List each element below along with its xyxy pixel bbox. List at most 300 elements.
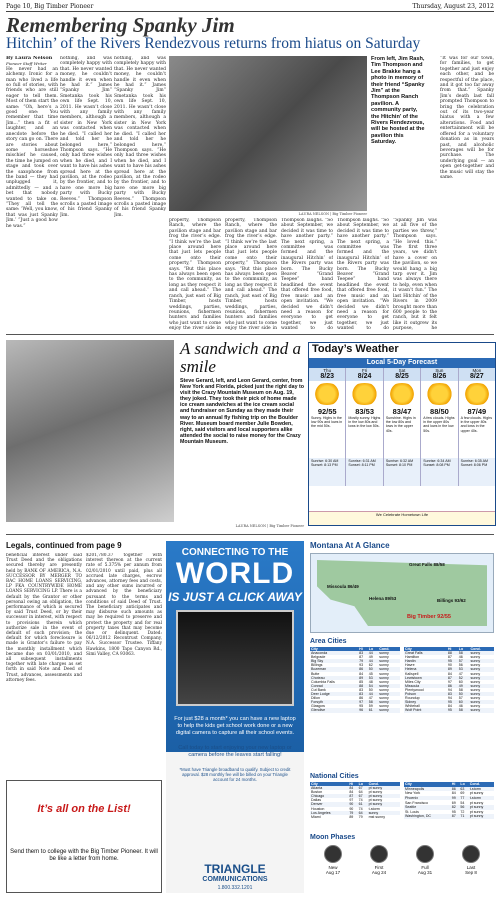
map-city-great-falls: Great Falls 88/58: [409, 562, 445, 567]
table-cell: 44: [368, 651, 378, 655]
table-cell: 53: [458, 667, 470, 671]
ad-cta: Call today to start enjoying your new laptop or camera before the leaves start falling!: [178, 745, 292, 758]
legals-title: Legals, continued from page 9: [6, 541, 122, 550]
map-city-missoula: Missoula 86/49: [327, 584, 359, 589]
sun-icon: [423, 383, 455, 405]
table-cell: 60: [458, 700, 470, 704]
table-cell: 83: [359, 687, 364, 692]
table-cell: 90: [349, 806, 354, 811]
table-cell: 56: [459, 805, 468, 810]
column-header: City: [310, 647, 358, 651]
table-cell: 90: [447, 663, 452, 668]
table-cell: Helena: [404, 667, 447, 671]
table-cell: 99: [451, 796, 460, 801]
table-cell: 58: [458, 687, 463, 692]
column-header: Hi: [447, 647, 458, 651]
moon-phase: Full Aug 31: [402, 845, 448, 875]
story-column-9: [440, 56, 494, 330]
legals-text: beneficial interest under said Trust Deed and the obligations secured thereby are presently held by BANK OF AMERICA, N.A. SUCCESSOR BY MERGER TO BAC HOME LOANS SERVICING, LP FKA COUNTRYWIDE HOME LOANS SERVICING LP. There is a default by the Grantor or other personal owing an obligation, the performance of which is secured by said Trust Deed, or by their successor in interest, with respect to provisions therein which authorize sale in the event of default of such provision; the default for which foreclosure is made is Grantor’s failure to pay the monthly installment which became due on 03/01/2010, and all subsequent installments together with late charges as set forth in said Note and Deed of Trust, advances, assessments and attorney fees.: [6, 553, 82, 683]
table-cell: t-storm: [368, 806, 380, 811]
table-cell: 44: [368, 692, 378, 696]
table-cell: Havre: [405, 663, 415, 668]
table-cell: 47: [458, 671, 463, 676]
table-cell: Dallas: [311, 798, 321, 803]
table-cell: 53: [368, 676, 378, 680]
table-cell: pt sunny: [469, 791, 484, 796]
table-cell: 69: [460, 791, 465, 796]
table-cell: 89: [447, 667, 458, 671]
table-cell: 62: [368, 663, 373, 668]
table-cell: 79: [358, 659, 368, 663]
page-folio: Page 10, Big Timber Pioneer: [6, 3, 94, 10]
table-cell: 63: [459, 787, 468, 792]
table-cell: Glendive: [310, 708, 358, 712]
table-cell: sunny: [379, 687, 389, 692]
table-row: [310, 815, 400, 819]
table-cell: sunny: [379, 655, 389, 660]
table-cell: 64: [358, 811, 368, 815]
table-cell: 58: [458, 708, 470, 712]
forecast-date: Sat 8/25: [384, 368, 420, 381]
table-cell: sunny: [379, 679, 389, 684]
column-header: Lo: [459, 782, 468, 787]
table-cell: sunny: [470, 704, 481, 709]
issue-date: Thursday, August 23, 2012: [412, 3, 494, 10]
table-cell: 72: [460, 809, 465, 814]
table-cell: sunny: [470, 671, 481, 676]
table-cell: Atlanta: [310, 786, 348, 790]
story-text: nothing, and was completely happy with that. He never wanted money, he couldn’t handle it even when he had it.” James “Spanky Jim” Smetanka took his own life Sept. 10, 2011. He wasn’t close with any family members, although a sister in New York was contacted when he died. “I called her and told her he belonged here,” Thompson says. “He only had three wishes when he died, and I want to have his ashes spread here at the pavilion, at the rodeo by the frontier, and to have one more big party with Bucky Reeves.” Thompson scrolls a pasted image of his friend Spanky Jim.: [114, 56, 166, 218]
story-column-1: [6, 56, 58, 328]
story-column-7: [337, 218, 389, 330]
table-cell: pt sunny: [368, 798, 383, 803]
table-cell: 57: [458, 696, 463, 701]
table-cell: t-storm: [469, 787, 494, 792]
table-cell: 54: [368, 684, 378, 688]
table-cell: 86: [359, 696, 364, 701]
sun-icon: [461, 383, 493, 405]
story-headline: Hitchin’ of the Rivers Rendezvous returns from hiatus on Saturday: [6, 35, 421, 52]
table-cell: 61: [358, 802, 368, 806]
table-cell: sunny: [470, 692, 494, 696]
forecast-temps: 83/47: [392, 407, 412, 416]
table-cell: Hamilton: [405, 655, 420, 660]
forecast-days: [309, 368, 495, 486]
table-cell: 90: [348, 802, 357, 806]
table-cell: sunny: [470, 696, 481, 701]
national-cities-title: National Cities: [310, 773, 359, 780]
column-header: Cond.: [368, 782, 400, 786]
table-cell: pt sunny: [469, 800, 484, 805]
table-cell: sunny: [379, 671, 389, 676]
column-header: Lo: [368, 647, 378, 651]
table-cell: sunny: [379, 696, 389, 701]
table-cell: 89: [349, 814, 354, 819]
photo-ice-cream-social: [6, 340, 174, 522]
table-cell: 60: [458, 679, 463, 684]
table-cell: sunny: [378, 667, 400, 671]
table-cell: sunny: [470, 679, 481, 684]
table-cell: 71: [459, 814, 468, 819]
legals-text: $201,780.37 together with interest thereon at the current rate of 5.375% per annum from 02/01/2010 until paid, plus all accrued late charges, escrow advances, attorney fees and costs, and any other sums incurred or advanced by the beneficiary pursuant to the terms and conditions of said Deed of Trust. The beneficiary anticipates and may disburse such amounts as may be required to preserve and protect the property and for real property taxes that may become due or delinquent. Dated: 06/12/2012 Recontrust Company, N.A. Successor Trustee. Tiffany Hawkins, 1800 Tapo Canyon Rd., Simi Valley, CA 93063.: [86, 553, 162, 657]
table-cell: 61: [368, 708, 378, 712]
table-cell: Deer Lodge: [310, 692, 358, 696]
online-text: Send them to college with the Big Timber Pioneer. It will be like a letter from home.: [10, 849, 158, 862]
table-cell: 87: [451, 814, 460, 819]
map-city-helena: Helena 89/53: [369, 596, 397, 601]
table-cell: t-storm: [469, 796, 494, 801]
table-cell: sunny: [470, 667, 494, 671]
ad-tagline: IS JUST A CLICK AWAY: [168, 590, 302, 604]
table-cell: 87: [447, 676, 458, 680]
table-cell: 58: [368, 700, 378, 704]
forecast-band: Local 5-Day Forecast: [309, 358, 495, 368]
story-text: Thompson laughs. “So about September, we decided it was time to have another party.” The next spring, a committee was formed and the inaugural Hitchin’ of the Rivers party was born. The Bucky Beaver “Grand Teepee” band headlined the event that offered free food, free music and an open invitation. “We decided we didn’t need a reason for everyone to get together, we just wanted to do: [337, 218, 389, 330]
table-cell: 49: [368, 655, 373, 660]
table-cell: 95: [447, 708, 458, 712]
table-cell: 96: [358, 708, 368, 712]
moon-phases: [310, 845, 494, 875]
forecast-desc: A few clouds. Highs in the upper 80s and lows in the low 50s.: [423, 416, 455, 433]
table-cell: 89: [358, 676, 368, 680]
table-cell: sunny: [378, 659, 400, 663]
table-cell: 84: [451, 791, 456, 796]
table-cell: 47: [368, 696, 373, 701]
table-cell: Glasgow: [311, 704, 325, 709]
table-cell: Missoula: [404, 684, 447, 688]
moon-icon: [370, 845, 388, 863]
table-cell: San Francisco: [405, 800, 428, 805]
table-cell: 87: [348, 794, 357, 798]
table-cell: 85: [359, 679, 364, 684]
table-cell: pt sunny: [469, 805, 494, 810]
weather-title: Today’s Weather: [312, 343, 399, 355]
brand-name: TRIANGLE: [204, 862, 266, 876]
column-header: Cond.: [470, 647, 494, 651]
table-cell: sunny: [378, 708, 400, 712]
table-cell: 69: [451, 800, 456, 805]
table-cell: Roundup: [405, 696, 420, 701]
legals-column-2: [86, 553, 162, 775]
map-city-billings: Billings 93/62: [437, 598, 466, 603]
table-cell: sunny: [379, 704, 389, 709]
city-table-right: [404, 782, 494, 819]
forecast-day: [459, 368, 495, 486]
sun-icon: [311, 383, 343, 405]
table-cell: Big Sky: [310, 659, 358, 663]
moon-phase: New Aug 17: [310, 845, 356, 875]
table-cell: Houston: [311, 806, 325, 811]
table-cell: 95: [447, 659, 458, 663]
table-cell: sunny: [470, 687, 481, 692]
table-cell: 50: [368, 687, 373, 692]
table-cell: sunny: [470, 708, 494, 712]
page-header: [6, 3, 494, 12]
montana-title: Montana At A Glance: [310, 541, 390, 550]
table-cell: Chicago: [310, 794, 348, 798]
sun-times: Sunrise: 6:30 AM Sunset: 8:13 PM: [309, 458, 345, 486]
column-header: City: [310, 782, 348, 786]
table-row: [404, 708, 494, 712]
table-cell: sunny: [470, 700, 494, 704]
table-cell: Cut Bank: [311, 687, 326, 692]
story-text: nothing, and was completely happy with that. He never wanted money, he couldn’t handle it even when he had it.” James “Spanky Jim” Smetanka took his own life Sept. 10, 2011. He wasn’t close with any family members, although a sister in New York was contacted when he died. “I called her and told her he belonged here,” Thompson says. “He only had three wishes when he died, and I want to have his ashes spread here at the pavilion, at the rodeo by the frontier, and to have one more big party with Bucky Reeves.” Thompson scrolls a pasted image of his friend Spanky Jim.: [60, 56, 112, 218]
table-cell: Polson: [404, 692, 447, 696]
table-cell: Los Angeles: [310, 811, 348, 815]
forecast-desc: Sunny. Highs in the low 90s and lows in the mid 50s.: [311, 416, 343, 429]
moon-icon: [462, 845, 480, 863]
table-cell: 83: [447, 692, 458, 696]
area-cities-title: Area Cities: [310, 638, 347, 645]
forecast-temps: 92/55: [317, 407, 337, 416]
column-header: City: [404, 782, 451, 787]
column-header: Hi: [358, 647, 368, 651]
table-cell: Boston: [311, 790, 323, 795]
table-cell: St. Louis: [405, 809, 419, 814]
table-cell: 67: [358, 794, 368, 798]
table-cell: sunny: [470, 651, 494, 655]
table-cell: pt sunny: [368, 786, 400, 790]
story-text: property, Thompson Ranch, where the pavilion stage and bar frog the river’s edge. “I think we’re the last place around here that just lets people come onto their property,” Thompson says. “But this place has always been open to the community, as long as they respect it and call ahead.” The ranch, just east of Big Timber, hosts weddings, parties, reunions, fishermen hunters and families who just want to come enjoy the river side in: [225, 218, 277, 330]
table-cell: 97: [447, 679, 452, 684]
sandwich-caption: Steve Gerard, left, and Leon Gerard, center, from New York and Florida, picked just the right day to visit the Crazy Mountain Museum on Aug. 19, they joked. They took their pick of home made ice cream sandwiches at the ice cream social and fundraiser on Sunday as they made their way to an annual fly fishing trip on the Boulder River. Museum board member Julie Bowden, right, said visitors and local supporters alike attended the social to raise money for the Crazy Mountain Museum.: [180, 378, 304, 445]
column-header: Lo: [358, 782, 368, 786]
table-cell: Forsyth: [310, 700, 358, 704]
table-cell: sunny: [378, 676, 400, 680]
table-cell: 74: [358, 798, 363, 803]
city-table-right: [404, 647, 494, 713]
table-cell: 83: [358, 692, 368, 696]
sun-times: Sunrise: 6:32 AM Sunset: 8:10 PM: [384, 458, 420, 486]
column-header: Lo: [458, 647, 470, 651]
forecast-desc: Mostly sunny. Highs in the low 80s and lows in the low 50s.: [348, 416, 381, 429]
forecast-date: Thu 8/23: [309, 368, 345, 381]
table-cell: sunny: [368, 811, 400, 815]
table-cell: 87: [447, 655, 452, 660]
column-header: Cond.: [378, 647, 400, 651]
story-text: He never had an alchemy. Ironic for a man who lived a life so full of stories, with friends who are still eager to tell them. Most of them start the same: “Oh, here’s a good one: You remember that time Jim...” then a fit of laughter, and an anecdote before the story can go on. There are stories about some horseshoe mischief he caused, the time he jumped on stage and took over the saxophone from the band — they had unplugged it, admittedly — and a bet that nobody wanted to take on. “They all tell the same: ‘Well, you know, that was just Spanky Jim.’ “Just a good how he was.”: [6, 66, 58, 229]
table-cell: Hardin: [404, 659, 447, 663]
byline: By Laura Nelson: [6, 56, 53, 61]
table-cell: Bozeman: [310, 667, 358, 671]
story-text: Thompson laughs. “So about September, we decided it was time to have another party.” The next spring, a committee was formed and the inaugural Hitchin’ of the Rivers party was born. The Bucky Beaver “Grand Teepee” band headlined the event that offered free food, free music and an open invitation. “We decided we didn’t need a reason for everyone to get together, we just wanted to do: [281, 218, 333, 330]
forecast-day: [421, 368, 458, 486]
table-cell: 45: [368, 671, 373, 676]
table-cell: Whitehall: [405, 704, 420, 709]
table-cell: Billings: [311, 663, 323, 668]
forecast-day: [309, 368, 346, 486]
forecast-date: Sun 8/26: [421, 368, 457, 381]
table-cell: 86: [447, 684, 458, 688]
table-cell: Phoenix: [404, 796, 451, 801]
table-cell: sunny: [470, 684, 494, 688]
weather-box: [308, 342, 496, 526]
sun-times: Sunrise: 6:34 AM Sunset: 8:08 PM: [421, 458, 457, 486]
table-cell: Wolf Point: [404, 708, 447, 712]
table-cell: 50: [368, 667, 378, 671]
table-cell: Butte: [311, 671, 320, 676]
table-cell: 94: [447, 696, 452, 701]
table-cell: Washington, DC: [404, 814, 451, 819]
story-column-5: [225, 218, 277, 330]
ad-phone: 1.800.332.1201: [217, 885, 253, 891]
moon-phases-title: Moon Phases: [310, 834, 356, 841]
table-cell: Anaconda: [310, 651, 358, 655]
table-cell: 95: [451, 809, 456, 814]
table-cell: 56: [458, 663, 463, 668]
forecast-date: Fri 8/24: [346, 368, 382, 381]
city-table-left: [310, 647, 400, 713]
table-row: [404, 814, 494, 819]
story-column-8: [393, 218, 437, 330]
story-text: property, Thompson Ranch, where the pavilion stage and bar frog the river’s edge. “I think we’re the last place around here that just lets people come onto their property,” Thompson says. “But this place has always been open to the community, as long as they respect it and call ahead.” The ranch, just east of Big Timber, hosts weddings, parties, reunions, fishermen hunters and families who just want to come enjoy the river side in: [169, 218, 221, 330]
table-cell: pt sunny: [469, 814, 494, 819]
ad-top-line: CONNECTING TO THE: [181, 547, 289, 558]
forecast-date: Mon 8/27: [459, 368, 495, 381]
table-cell: 67: [358, 786, 368, 790]
area-cities-table: [310, 647, 494, 713]
table-cell: 57: [458, 659, 470, 663]
table-cell: 86: [451, 787, 460, 792]
table-cell: 82: [451, 805, 460, 810]
legals-column-1: [6, 553, 82, 775]
table-cell: pt sunny: [368, 790, 383, 795]
table-cell: 58: [458, 651, 470, 655]
story-column-3: [114, 56, 166, 328]
table-cell: Kalispell: [405, 671, 419, 676]
table-cell: 64: [358, 790, 363, 795]
triangle-logo: [166, 862, 304, 883]
table-cell: 88: [447, 651, 458, 655]
table-cell: 44: [368, 659, 378, 663]
story-text: “It was for our town, for families, to get together and just enjoy each other, and be respectful of the place, and it got too far away from that.” Spanky Jim’s death last fall prompted Thompson to bring the celebration out of its two-year hiatus with a few alterations. Food and entertainment will be offered for a voluntary donation as in years past, and alcoholic beverages will be for purchase. The underlying goal — an open get-together and the music will stay the same.: [440, 56, 494, 180]
moon-icon: [324, 845, 342, 863]
table-cell: Columbia Falls: [311, 679, 335, 684]
table-cell: 46: [458, 655, 463, 660]
story-text: “Spanky Jim was at all five of the parties we threw,” Thompson says. “He loved this.” The first three years, we didn’t have a cover on the pavilion, so we would hang a big tarp over it. Jim was always there to help, even when it wasn’t fun.” The last Hitchin’ of the Rivers in 2009 brought more than 600 people to the ranch, but it felt like it outgrew its purpose, he: [393, 218, 437, 330]
story-column-4: [169, 218, 221, 330]
table-cell: 97: [358, 700, 368, 704]
forecast-temps: 87/49: [467, 407, 487, 416]
table-cell: Dillon: [311, 696, 320, 701]
forecast-temps: 88/50: [430, 407, 449, 416]
table-cell: sunny: [378, 684, 400, 688]
table-cell: sunny: [378, 700, 400, 704]
story-column-2: [60, 56, 112, 328]
table-cell: Minneapolis: [404, 787, 451, 792]
table-cell: Miami: [311, 814, 321, 819]
table-cell: sunny: [470, 659, 494, 663]
table-cell: 52: [458, 676, 470, 680]
table-cell: 84: [348, 786, 357, 790]
online-ribbon: It’s all on the List!: [37, 803, 131, 815]
moon-phase: Last Sep 8: [448, 845, 494, 875]
table-cell: 74: [358, 806, 363, 811]
map-city-big-timber: Big Timber 92/55: [407, 614, 451, 620]
table-cell: 54: [460, 800, 465, 805]
sun-icon: [348, 383, 380, 405]
column-header: Hi: [451, 782, 460, 787]
moon-icon: [416, 845, 434, 863]
table-cell: 97: [349, 798, 354, 803]
table-cell: 49: [458, 684, 470, 688]
table-cell: Choteau: [310, 676, 358, 680]
table-cell: 87: [359, 655, 364, 660]
table-cell: Plentywood: [405, 687, 424, 692]
sandwich-title: A sandwich and a smile: [180, 339, 302, 376]
table-cell: 94: [447, 687, 452, 692]
table-cell: 79: [348, 811, 357, 815]
table-cell: 46: [458, 704, 463, 709]
ad-offer: For just $28 a month* you can have a new laptop to help the kids get school work done or a new digital camera to capture all their school events.: [174, 716, 296, 736]
table-cell: 84: [447, 704, 452, 709]
table-cell: pt sunny: [368, 802, 400, 806]
table-cell: pt sunny: [368, 794, 400, 798]
table-cell: 84: [359, 671, 364, 676]
table-cell: 93: [359, 663, 364, 668]
online-ad[interactable]: [6, 780, 162, 893]
triangle-ad[interactable]: [166, 541, 304, 893]
table-cell: Conrad: [310, 684, 358, 688]
table-cell: sunny: [470, 676, 494, 680]
byline-role: Pioneer Staff Writer: [6, 61, 47, 67]
table-cell: Denver: [310, 802, 348, 806]
table-cell: sunny: [378, 651, 400, 655]
table-cell: 79: [358, 814, 363, 819]
table-cell: 83: [358, 651, 368, 655]
photo-caption: From left, Jim Rash, Tim Thompson and Lee Brakke hang a photo in memory of their friend “Spanky Jim” at the Thompson Ranch pavilion. A community party, the Hitchin’ of the Rivers Rendezvous, will be hosted at the pavilion this Saturday.: [371, 56, 425, 146]
sun-icon: [386, 383, 418, 405]
column-header: Hi: [348, 782, 357, 786]
city-table-left: [310, 782, 400, 819]
forecast-desc: A few clouds. Highs in the upper 80s and lows in the upper 40s.: [460, 416, 492, 433]
forecast-temps: 83/53: [355, 407, 374, 416]
montana-state-shape: [317, 560, 487, 626]
photo-credit: LAURA NELSON | Big Timber Pioneer: [298, 212, 367, 216]
table-cell: 88: [358, 684, 368, 688]
table-cell: New York: [405, 791, 421, 796]
table-cell: Miles City: [405, 679, 421, 684]
ad-world: WORLD: [175, 557, 295, 590]
table-cell: sunny: [378, 692, 400, 696]
table-cell: pt sunny: [469, 809, 484, 814]
table-cell: 84: [349, 790, 354, 795]
table-cell: 86: [358, 667, 368, 671]
table-cell: mst sunny: [368, 814, 386, 819]
weather-footer: We Celebrate Hometown Life: [309, 511, 495, 525]
table-cell: Great Falls: [404, 651, 447, 655]
moon-phase: First Aug 24: [356, 845, 402, 875]
montana-map: [310, 553, 494, 633]
section-divider: [6, 334, 494, 335]
brand-sub: COMMUNICATIONS: [202, 876, 268, 883]
section-divider: [6, 534, 494, 535]
story-column-6: [281, 218, 333, 330]
table-cell: 50: [458, 692, 470, 696]
sandwich-credit: LAURA NELSON | Big Timber Pioneer: [235, 524, 304, 528]
table-row: [310, 708, 400, 712]
table-cell: Sidney: [404, 700, 447, 704]
photo-pavilion: [169, 56, 367, 211]
forecast-day: [384, 368, 421, 486]
table-cell: Seattle: [404, 805, 451, 810]
table-cell: 95: [447, 700, 458, 704]
table-cell: 48: [368, 679, 373, 684]
sun-times: Sunrise: 6:31 AM Sunset: 8:11 PM: [346, 458, 382, 486]
table-cell: 59: [368, 704, 373, 709]
column-header: City: [404, 647, 447, 651]
table-cell: 77: [459, 796, 468, 801]
